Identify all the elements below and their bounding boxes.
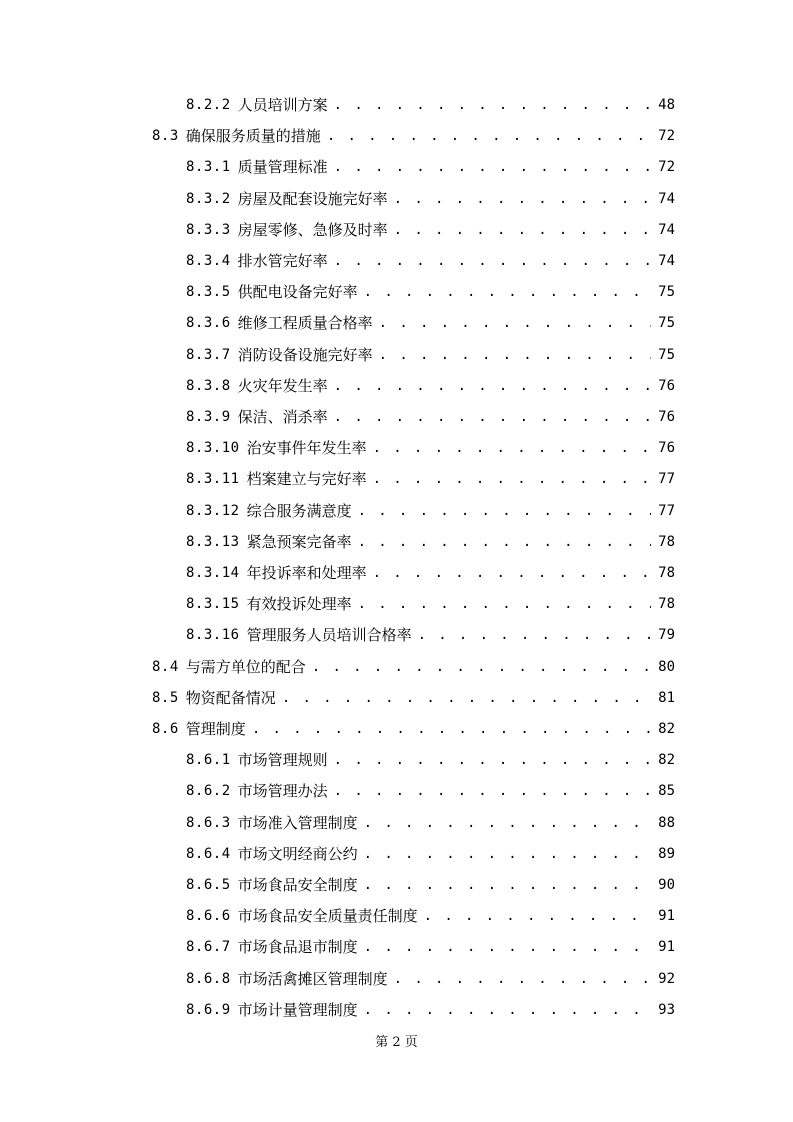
toc-entry-title: 市场食品安全制度	[237, 876, 358, 894]
toc-entry-number: 8.3.14	[186, 565, 240, 581]
toc-entry-number: 8.3.9	[186, 409, 231, 425]
toc-entry-title: 市场管理办法	[237, 782, 328, 801]
toc-dot-leader	[358, 589, 651, 620]
toc-entry-page: 72	[658, 159, 675, 176]
toc-entry-title: 管理服务人员培训合格率	[246, 626, 412, 645]
toc-entry-number: 8.5	[152, 689, 179, 706]
toc-dot-leader	[373, 558, 651, 589]
toc-entry[interactable]	[186, 964, 675, 995]
toc-entry-title: 火灾年发生率	[237, 376, 328, 395]
toc-entry[interactable]	[186, 527, 675, 558]
toc-entry-title: 排水管完好率	[237, 252, 328, 270]
toc-entry-number: 8.3.10	[186, 440, 240, 457]
toc-dot-leader	[358, 527, 651, 558]
toc-entry[interactable]	[186, 246, 675, 277]
toc-entry[interactable]	[186, 808, 675, 839]
toc-entry-title: 管理制度	[185, 720, 246, 738]
toc-entry-page: 92	[658, 970, 675, 987]
toc-dot-leader	[379, 340, 651, 371]
toc-entry-number: 8.3.4	[186, 253, 231, 269]
toc-entry-title: 市场计量管理制度	[237, 1000, 358, 1019]
toc-entry-title: 市场管理规则	[237, 751, 328, 770]
toc-entry-page: 89	[658, 845, 675, 862]
toc-entry-page: 72	[658, 128, 675, 145]
toc-entry-page: 75	[658, 346, 675, 363]
toc-entry-number: 8.3.16	[186, 627, 240, 644]
toc-entry-number: 8.3.7	[186, 346, 231, 363]
toc-entry-title: 质量管理标准	[237, 158, 328, 177]
toc-entry[interactable]	[186, 402, 675, 433]
toc-entry-number: 8.3.11	[186, 471, 240, 488]
toc-entry-number: 8.3.8	[186, 377, 231, 394]
toc-entry-title: 物资配备情况	[185, 688, 276, 707]
toc-dot-leader	[358, 496, 651, 527]
toc-entry-title: 年投诉率和处理率	[246, 564, 367, 582]
toc-entry-number: 8.6.5	[186, 877, 231, 893]
toc-entry-page: 78	[658, 533, 675, 550]
toc-entry-page: 88	[658, 814, 675, 831]
toc-entry-title: 市场文明经商公约	[237, 844, 358, 863]
toc-entry-page: 74	[658, 190, 675, 207]
toc-dot-leader	[312, 652, 651, 683]
toc-entry[interactable]	[152, 714, 675, 745]
toc-entry[interactable]	[186, 152, 675, 183]
toc-entry-number: 8.2.2	[186, 97, 231, 113]
toc-dot-leader	[424, 901, 651, 932]
toc-entry-page: 93	[658, 1001, 675, 1018]
toc-entry[interactable]	[186, 277, 675, 308]
toc-entry-title: 治安事件年发生率	[246, 439, 367, 458]
toc-dot-leader	[364, 277, 651, 308]
toc-entry-page: 82	[658, 752, 675, 769]
toc-dot-leader	[252, 714, 651, 745]
toc-entry-number: 8.6.6	[186, 908, 231, 925]
toc-entry-page: 80	[658, 658, 675, 675]
toc-entry[interactable]	[186, 496, 675, 527]
toc-entry[interactable]	[186, 433, 675, 464]
toc-entry-title: 供配电设备完好率	[237, 283, 358, 302]
toc-dot-leader	[364, 839, 651, 870]
toc-entry-page: 76	[658, 377, 675, 394]
toc-dot-leader	[364, 932, 651, 963]
toc-entry-number: 8.3	[152, 128, 179, 145]
toc-entry-page: 82	[658, 721, 675, 737]
toc-entry-number: 8.3.5	[186, 284, 231, 301]
toc-entry[interactable]	[152, 652, 675, 683]
toc-entry-page: 74	[658, 253, 675, 269]
toc-dot-leader	[334, 90, 651, 121]
toc-entry-number: 8.6	[152, 721, 179, 737]
toc-entry-page: 75	[658, 315, 675, 332]
toc-entry[interactable]	[186, 90, 675, 121]
toc-entry[interactable]	[186, 340, 675, 371]
toc-dot-leader	[373, 464, 651, 495]
toc-entry-page: 78	[658, 565, 675, 581]
toc-entry-page: 74	[658, 221, 675, 238]
toc-dot-leader	[373, 433, 651, 464]
toc-entry-page: 90	[658, 877, 675, 893]
toc-entry-number: 8.3.12	[186, 502, 240, 519]
toc-entry-number: 8.3.2	[186, 190, 231, 207]
toc-entry[interactable]	[152, 683, 675, 714]
toc-entry-title: 人员培训方案	[237, 96, 328, 114]
toc-entry-title: 市场活禽摊区管理制度	[237, 969, 388, 988]
toc-entry-page: 75	[658, 284, 675, 301]
toc-entry[interactable]	[186, 901, 675, 932]
toc-entry-page: 76	[658, 409, 675, 425]
toc-entry-page: 78	[658, 596, 675, 613]
page-number-label: 第 2 页	[375, 1035, 418, 1050]
toc-entry[interactable]	[186, 620, 675, 651]
toc-entry[interactable]	[186, 464, 675, 495]
toc-entry-title: 档案建立与完好率	[246, 470, 367, 489]
toc-entry[interactable]	[186, 184, 675, 215]
toc-entry-title: 综合服务满意度	[246, 501, 352, 520]
toc-entry[interactable]	[186, 932, 675, 963]
toc-entry[interactable]	[186, 558, 675, 589]
toc-entry[interactable]	[186, 589, 675, 620]
toc-entry-number: 8.3.6	[186, 315, 231, 332]
toc-dot-leader	[394, 184, 651, 215]
toc-dot-leader	[282, 683, 651, 714]
toc-entry-page: 77	[658, 471, 675, 488]
toc-entry[interactable]	[186, 308, 675, 339]
toc-entry-title: 保洁、消杀率	[237, 408, 328, 426]
toc-dot-leader	[334, 371, 651, 402]
page-footer	[0, 1031, 793, 1050]
toc-dot-leader	[418, 620, 651, 651]
toc-entry-number: 8.6.7	[186, 939, 231, 956]
toc-dot-leader	[364, 995, 651, 1026]
toc-entry-number: 8.6.8	[186, 970, 231, 987]
toc-dot-leader	[334, 246, 651, 277]
toc-entry[interactable]	[186, 839, 675, 870]
toc-entry-number: 8.6.9	[186, 1001, 231, 1018]
toc-dot-leader	[334, 152, 651, 183]
toc-entry-page: 77	[658, 502, 675, 519]
toc-entry-number: 8.6.4	[186, 845, 231, 862]
toc-entry-number: 8.3.1	[186, 159, 231, 176]
toc-dot-leader	[394, 215, 651, 246]
toc-entry[interactable]	[186, 215, 675, 246]
toc-dot-leader	[334, 776, 651, 807]
toc-entry-title: 紧急预案完备率	[246, 532, 352, 551]
toc-entry-title: 确保服务质量的措施	[185, 127, 321, 146]
toc-entry[interactable]	[152, 121, 675, 152]
toc-entry-title: 消防设备设施完好率	[237, 345, 373, 364]
toc-entry-title: 与需方单位的配合	[185, 657, 306, 676]
toc-dot-leader	[364, 870, 651, 901]
toc-entry-page: 91	[658, 939, 675, 956]
toc-dot-leader	[364, 808, 651, 839]
toc-entry-title: 市场准入管理制度	[237, 813, 358, 832]
toc-entry[interactable]	[186, 995, 675, 1026]
toc-entry[interactable]	[186, 745, 675, 776]
toc-entry-number: 8.6.2	[186, 783, 231, 800]
toc-entry-title: 房屋零修、急修及时率	[237, 220, 388, 239]
toc-entry-title: 维修工程质量合格率	[237, 314, 373, 333]
toc-entry-number: 8.4	[152, 658, 179, 675]
toc-entry-title: 市场食品安全质量责任制度	[237, 907, 418, 926]
toc-entry[interactable]	[186, 371, 675, 402]
toc-entry-page: 76	[658, 440, 675, 457]
toc-entry[interactable]	[186, 776, 675, 807]
toc-entry[interactable]	[186, 870, 675, 901]
toc-entry-number: 8.3.15	[186, 596, 240, 613]
toc-entry-page: 48	[658, 97, 675, 113]
toc-entry-number: 8.3.13	[186, 533, 240, 550]
toc-dot-leader	[334, 745, 651, 776]
toc-entry-title: 市场食品退市制度	[237, 938, 358, 957]
toc-entry-number: 8.6.3	[186, 814, 231, 831]
toc-entry-page: 81	[658, 689, 675, 706]
toc-entry-title: 房屋及配套设施完好率	[237, 189, 388, 208]
toc-dot-leader	[394, 964, 651, 995]
toc-dot-leader	[327, 121, 651, 152]
toc-dot-leader	[379, 308, 651, 339]
toc-dot-leader	[334, 402, 651, 433]
toc-entry-page: 79	[658, 627, 675, 644]
toc-entry-title: 有效投诉处理率	[246, 595, 352, 614]
toc-entry-number: 8.6.1	[186, 752, 231, 769]
toc-entry-number: 8.3.3	[186, 221, 231, 238]
toc-entry-page: 91	[658, 908, 675, 925]
toc-entry-page: 85	[658, 783, 675, 800]
